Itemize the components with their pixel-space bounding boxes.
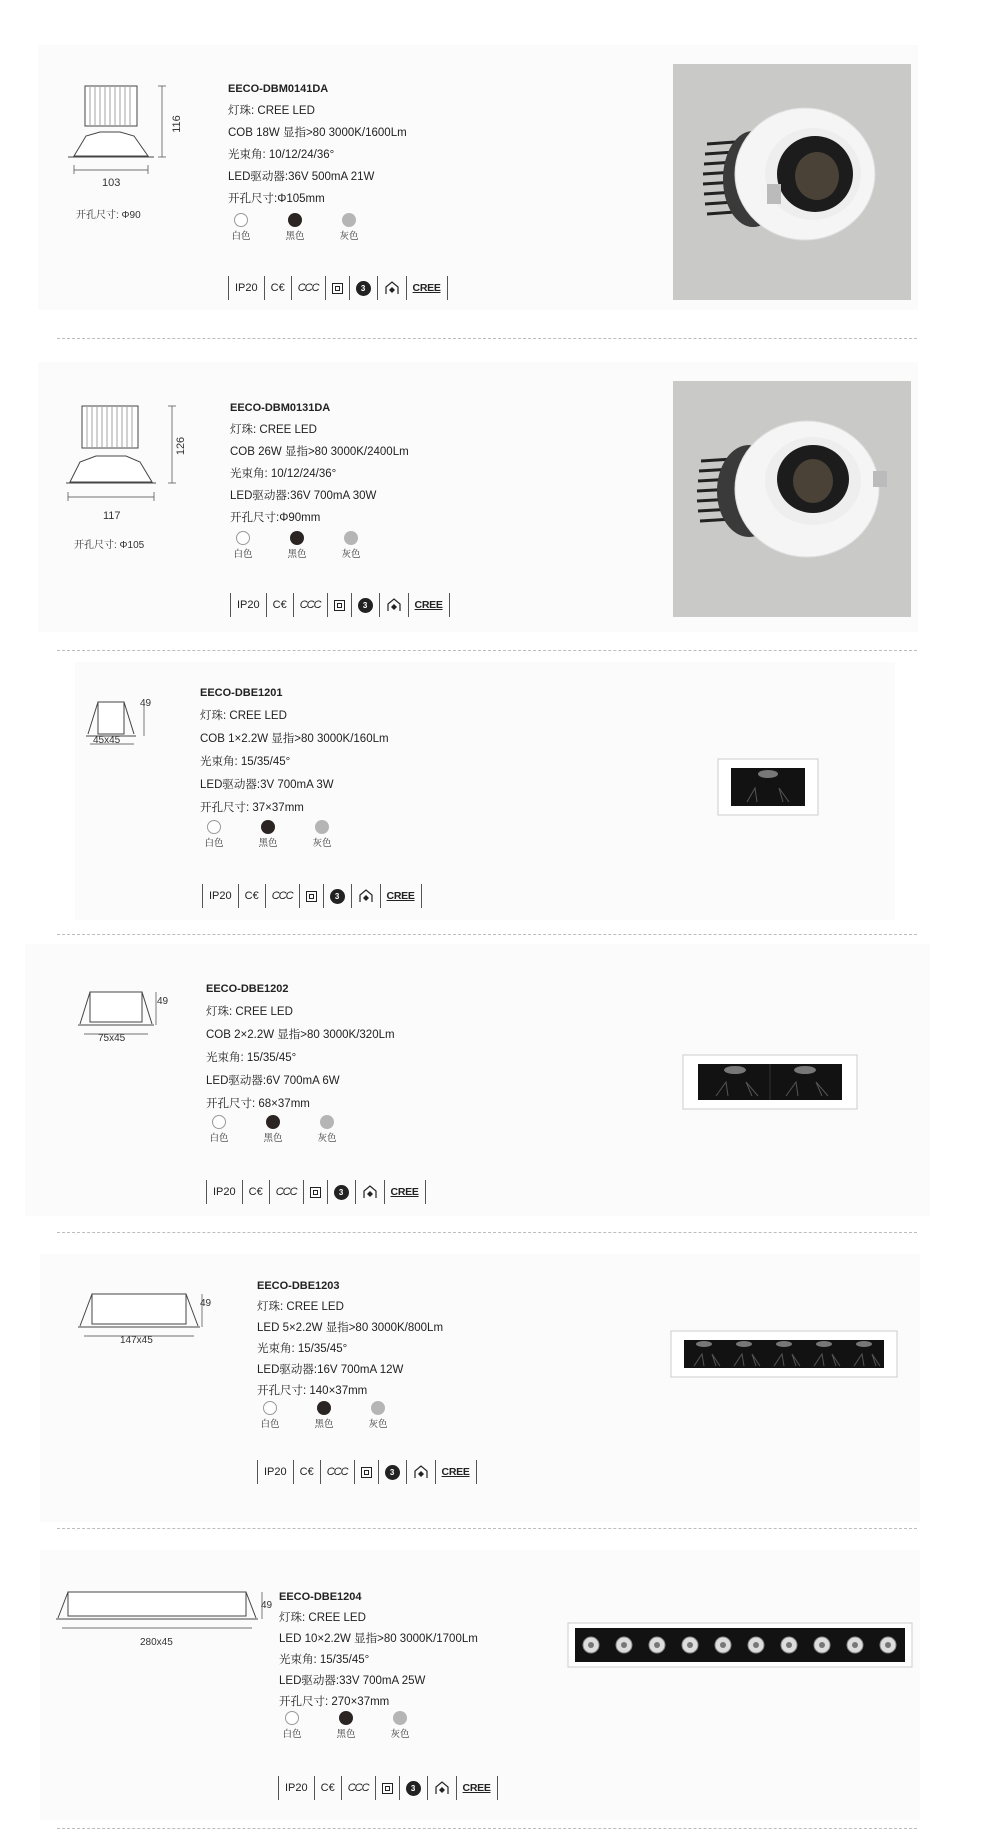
- dimension-drawing: [60, 400, 200, 530]
- color-grey: 灰色: [315, 1115, 339, 1144]
- spec-driver: LED驱动器:36V 500mA 21W: [228, 171, 375, 183]
- insulation-icon: [351, 884, 380, 908]
- warranty-icon: 3: [399, 1776, 427, 1800]
- color-options: [280, 1711, 412, 1740]
- spec-power: COB 18W 显指>80 3000K/1600Lm: [228, 127, 407, 139]
- product-5: [0, 1234, 1000, 1528]
- color-white: 白色: [202, 820, 226, 849]
- spec-cutout: 开孔尺寸: 270×37mm: [279, 1696, 390, 1708]
- spec-driver: LED驱动器:6V 700mA 6W: [206, 1075, 340, 1087]
- dim-width: 117: [103, 510, 121, 522]
- color-options: [258, 1401, 390, 1430]
- product-6: [0, 1530, 1000, 1830]
- insulation-icon: [406, 1460, 435, 1484]
- spec-beam: 光束角: 15/35/45°: [279, 1654, 370, 1666]
- dim-height: 116: [170, 115, 183, 133]
- color-white: 白色: [207, 1115, 231, 1144]
- color-options: [229, 213, 361, 242]
- ip20-badge: IP20: [257, 1460, 293, 1484]
- insulation-icon: [379, 593, 408, 617]
- insulation-icon: [355, 1180, 384, 1204]
- color-grey: 灰色: [337, 213, 361, 242]
- spec-beam: 光束角: 15/35/45°: [257, 1343, 348, 1355]
- model-name: EECO-DBE1204: [279, 1591, 362, 1603]
- color-grey: 灰色: [388, 1711, 412, 1740]
- color-black: 黑色: [283, 213, 307, 242]
- warranty-icon: 3: [351, 593, 379, 617]
- hole-size: 开孔尺寸: Φ90: [76, 210, 141, 221]
- ce-icon: C€: [242, 1180, 269, 1204]
- spec-power: LED 5×2.2W 显指>80 3000K/800Lm: [257, 1322, 444, 1334]
- dim-height: 49: [140, 698, 152, 709]
- product-photo: [670, 1330, 898, 1378]
- color-grey: 灰色: [339, 531, 363, 560]
- spec-driver: LED驱动器:3V 700mA 3W: [200, 779, 334, 791]
- section-divider: [57, 1828, 917, 1829]
- model-name: EECO-DBM0131DA: [230, 402, 331, 414]
- color-black: 黑色: [256, 820, 280, 849]
- spec-block: [257, 1276, 443, 1402]
- spec-beam: 光束角: 10/12/24/36°: [230, 468, 337, 480]
- product-4: [0, 936, 1000, 1232]
- spec-block: [230, 397, 409, 529]
- product-1: [0, 0, 1000, 340]
- ce-icon: C€: [266, 593, 293, 617]
- ce-icon: C€: [314, 1776, 341, 1800]
- color-white: 白色: [231, 531, 255, 560]
- spec-driver: LED驱动器:36V 700mA 30W: [230, 490, 377, 502]
- cert-strip: [202, 884, 422, 908]
- spec-power: COB 26W 显指>80 3000K/2400Lm: [230, 446, 409, 458]
- model-name: EECO-DBE1202: [206, 983, 289, 995]
- product-photo: [717, 758, 819, 816]
- spec-led: 灯珠: CREE LED: [230, 424, 317, 436]
- cert-strip: [228, 276, 448, 300]
- cert-strip: [257, 1460, 477, 1484]
- cert-strip: [206, 1180, 426, 1204]
- product-photo: [673, 64, 911, 300]
- section-divider: [57, 650, 917, 651]
- insulation-icon: [427, 1776, 456, 1800]
- color-options: [207, 1115, 339, 1144]
- product-photo: [682, 1054, 858, 1110]
- spec-led: 灯珠: CREE LED: [228, 105, 315, 117]
- cree-logo: CREE: [380, 884, 422, 908]
- cree-logo: CREE: [406, 276, 448, 300]
- dim-width: 45x45: [93, 735, 121, 746]
- color-grey: 灰色: [366, 1401, 390, 1430]
- spec-driver: LED驱动器:33V 700mA 25W: [279, 1675, 426, 1687]
- spec-driver: LED驱动器:16V 700mA 12W: [257, 1364, 404, 1376]
- color-black: 黑色: [285, 531, 309, 560]
- spec-beam: 光束角: 10/12/24/36°: [228, 149, 335, 161]
- color-black: 黑色: [261, 1115, 285, 1144]
- ccc-icon: CCC: [269, 1180, 303, 1204]
- dim-width: 147x45: [120, 1335, 153, 1346]
- section-divider: [57, 1232, 917, 1233]
- ce-icon: C€: [264, 276, 291, 300]
- spec-power: COB 2×2.2W 显指>80 3000K/320Lm: [206, 1029, 395, 1041]
- color-black: 黑色: [334, 1711, 358, 1740]
- ip20-badge: IP20: [278, 1776, 314, 1800]
- ip20-badge: IP20: [202, 884, 238, 908]
- insulation-icon: [377, 276, 406, 300]
- cree-logo: CREE: [408, 593, 450, 617]
- warranty-icon: 3: [378, 1460, 406, 1484]
- spec-cutout: 开孔尺寸:Φ105mm: [228, 193, 325, 205]
- color-grey: 灰色: [310, 820, 334, 849]
- model-name: EECO-DBM0141DA: [228, 83, 329, 95]
- class-ii-icon: [303, 1180, 327, 1204]
- model-name: EECO-DBE1203: [257, 1280, 340, 1292]
- class-ii-icon: [325, 276, 349, 300]
- color-white: 白色: [229, 213, 253, 242]
- spec-cutout: 开孔尺寸: 37×37mm: [200, 802, 304, 814]
- product-photo: [673, 381, 911, 617]
- ip20-badge: IP20: [230, 593, 266, 617]
- color-white: 白色: [258, 1401, 282, 1430]
- color-options: [231, 531, 363, 560]
- hole-size: 开孔尺寸: Φ105: [74, 540, 145, 551]
- class-ii-icon: [299, 884, 323, 908]
- class-ii-icon: [327, 593, 351, 617]
- dimension-drawing: [80, 690, 170, 760]
- dim-width: 280x45: [140, 1637, 173, 1648]
- color-black: 黑色: [312, 1401, 336, 1430]
- warranty-icon: 3: [327, 1180, 355, 1204]
- ccc-icon: CCC: [265, 884, 299, 908]
- spec-cutout: 开孔尺寸: 68×37mm: [206, 1098, 310, 1110]
- product-3: [0, 652, 1000, 932]
- product-photo: [567, 1622, 913, 1668]
- dim-width: 75x45: [98, 1033, 126, 1044]
- color-options: [202, 820, 334, 849]
- ip20-badge: IP20: [206, 1180, 242, 1204]
- spec-block: [200, 682, 389, 820]
- model-name: EECO-DBE1201: [200, 687, 283, 699]
- product-2: [0, 340, 1000, 650]
- cree-logo: CREE: [384, 1180, 426, 1204]
- ip20-badge: IP20: [228, 276, 264, 300]
- section-divider: [57, 934, 917, 935]
- dim-height: 49: [157, 996, 169, 1007]
- warranty-icon: 3: [349, 276, 377, 300]
- spec-power: LED 10×2.2W 显指>80 3000K/1700Lm: [279, 1633, 478, 1645]
- cree-logo: CREE: [456, 1776, 498, 1800]
- spec-cutout: 开孔尺寸: 140×37mm: [257, 1385, 368, 1397]
- ccc-icon: CCC: [320, 1460, 354, 1484]
- dim-width: 103: [102, 177, 121, 189]
- spec-beam: 光束角: 15/35/45°: [206, 1052, 297, 1064]
- spec-block: [279, 1587, 478, 1713]
- spec-led: 灯珠: CREE LED: [279, 1612, 366, 1624]
- ce-icon: C€: [238, 884, 265, 908]
- class-ii-icon: [354, 1460, 378, 1484]
- ccc-icon: CCC: [293, 593, 327, 617]
- spec-led: 灯珠: CREE LED: [257, 1301, 344, 1313]
- color-white: 白色: [280, 1711, 304, 1740]
- spec-block: [206, 978, 395, 1116]
- dim-height: 49: [200, 1298, 212, 1309]
- warranty-icon: 3: [323, 884, 351, 908]
- section-divider: [57, 338, 917, 339]
- cree-logo: CREE: [435, 1460, 477, 1484]
- dim-height: 49: [261, 1600, 273, 1611]
- spec-power: COB 1×2.2W 显指>80 3000K/160Lm: [200, 733, 389, 745]
- spec-beam: 光束角: 15/35/45°: [200, 756, 291, 768]
- cert-strip: [278, 1776, 498, 1800]
- dimension-drawing: [76, 982, 176, 1052]
- ce-icon: C€: [293, 1460, 320, 1484]
- section-divider: [57, 1528, 917, 1529]
- spec-block: [228, 78, 407, 210]
- ccc-icon: CCC: [291, 276, 325, 300]
- spec-led: 灯珠: CREE LED: [206, 1006, 293, 1018]
- dim-height: 126: [175, 436, 188, 456]
- cert-strip: [230, 593, 450, 617]
- dimension-drawing: [60, 70, 200, 200]
- ccc-icon: CCC: [341, 1776, 375, 1800]
- spec-cutout: 开孔尺寸:Φ90mm: [230, 512, 321, 524]
- spec-led: 灯珠: CREE LED: [200, 710, 287, 722]
- class-ii-icon: [375, 1776, 399, 1800]
